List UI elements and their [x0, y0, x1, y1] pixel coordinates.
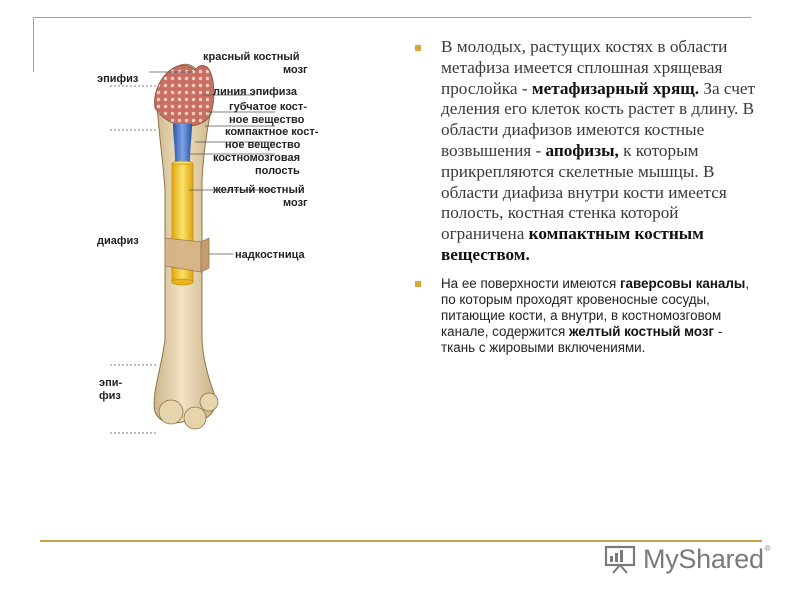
p2-bold-1: гаверсовы каналы	[619, 275, 746, 291]
bone-diagram	[85, 40, 430, 450]
label-periosteum: надкостница	[235, 249, 305, 261]
p2-bold-2: желтый костный мозг	[568, 323, 715, 339]
bullet-square-icon	[415, 45, 421, 51]
text-column	[413, 37, 758, 356]
label-compact-1: компактное кост-	[225, 126, 319, 138]
frame-left-line	[33, 17, 34, 72]
medullary-cavity	[173, 124, 192, 162]
label-red-marrow-2: мозг	[283, 64, 308, 76]
logo-text: MyShared®	[643, 543, 771, 574]
p1-text-2: За счет деления его клеток кость растет в длину. В области диафизов имеются костные возвышения -	[441, 78, 755, 160]
p1-bold-3: компактным костным веществом.	[441, 224, 704, 264]
label-epiphysis-top: эпифиз	[97, 73, 139, 85]
p1-text-3: к которым прикрепляются скелетные мышцы. В области диафиза внутри кости имеется полость, костная стенка которой ограничена	[441, 140, 727, 244]
myshared-logo[interactable]	[604, 540, 770, 578]
label-medullary-1: костномозговая	[213, 152, 301, 164]
label-epiphysis-bottom-1: эпи-	[99, 377, 123, 389]
label-yellow-marrow-2: мозг	[283, 197, 308, 209]
periosteum-flap	[165, 238, 201, 272]
label-epiphysis-bottom-2: физ	[99, 390, 121, 402]
label-spongy-2: ное вещество	[229, 114, 305, 126]
label-medullary-2: полость	[255, 165, 300, 177]
frame-top-line	[33, 17, 751, 18]
proximal-epiphysis-red-marrow	[155, 65, 214, 126]
distal-epiphysis-knob	[159, 400, 183, 424]
bullet-paragraph-1	[413, 37, 758, 266]
presentation-board-icon	[604, 544, 638, 574]
p1-bold-2: апофизы,	[545, 140, 619, 160]
label-yellow-marrow-1: желтый костный	[213, 184, 305, 196]
p2-text-2: , по которым проходят кровеносные сосуды, питающие кости, а внутри, в костномозговом канале, содержится	[441, 275, 750, 339]
label-diaphysis: диафиз	[97, 235, 139, 247]
p1-text-1: В молодых, растущих костях в области метафиза имеется сплошная хрящевая прослойка -	[441, 37, 728, 98]
p1-bold-1: метафизарный хрящ.	[531, 78, 700, 98]
label-epiphyseal-line: линия эпифиза	[213, 86, 297, 98]
p2-text-1: На ее поверхности имеются	[441, 275, 620, 291]
label-red-marrow-1: красный костный	[203, 51, 300, 63]
p2-text-3: - ткань с жировыми включениями.	[441, 323, 723, 355]
bullet-square-icon	[415, 281, 421, 287]
label-compact-2: ное вещество	[225, 139, 301, 151]
bone-illustration	[85, 40, 430, 450]
label-spongy-1: губчатое кост-	[229, 101, 307, 113]
bullet-paragraph-2	[413, 276, 758, 356]
